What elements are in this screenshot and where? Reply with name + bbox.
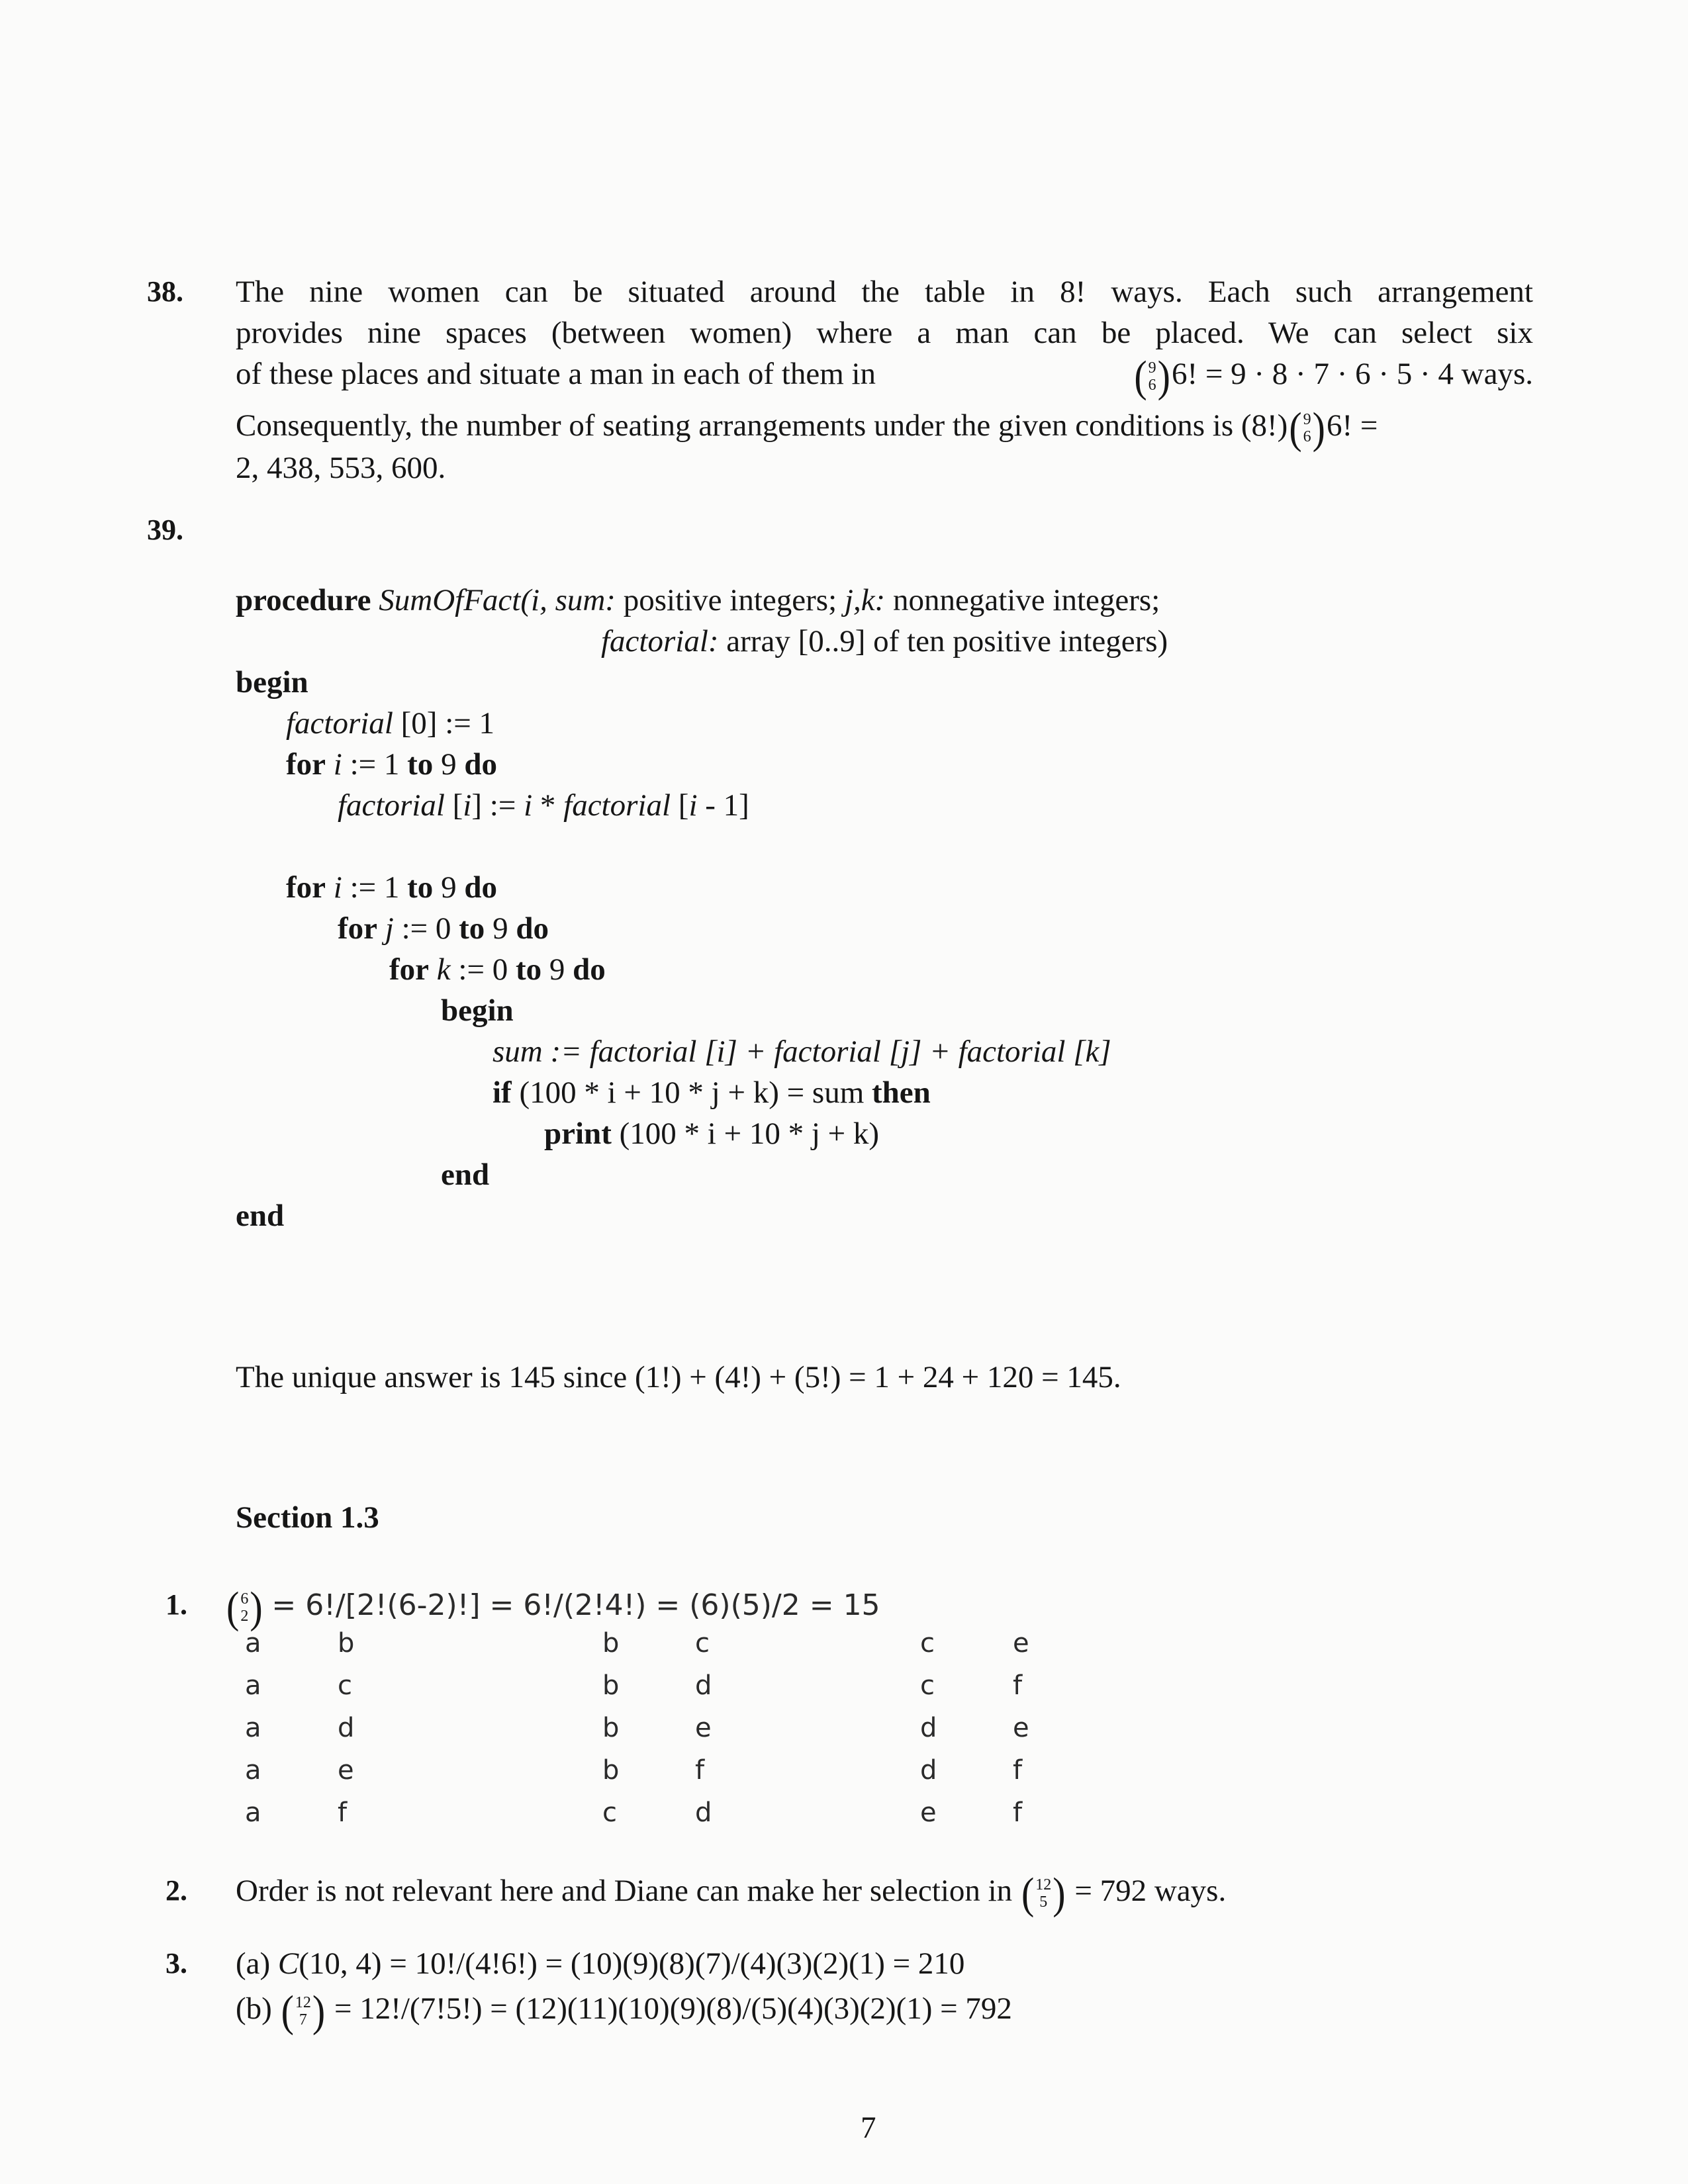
code-line-factorial-init: factorial [0] := 1 [286, 706, 495, 741]
binomial-12-7: ( 12 7 ) [281, 1986, 326, 2036]
p38-line-1: The nine women can be situated around the table in 8! ways. Each such arrangement [236, 275, 1533, 309]
combination-letter: f [338, 1797, 348, 1828]
combination-letter: d [338, 1713, 355, 1743]
combination-letter: f [1013, 1755, 1023, 1786]
combination-letter: b [338, 1628, 355, 1659]
code-line-if: if (100 * i + 10 * j + k) = sum then [492, 1075, 931, 1110]
problem-39-answer: The unique answer is 145 since (1!) + (4!) + (5!) = 1 + 24 + 120 = 145. [236, 1360, 1121, 1394]
code-begin: begin [236, 665, 308, 700]
combination-letter: b [602, 1670, 620, 1701]
problem-38-number: 38. [147, 275, 183, 308]
p38-line-2: provides nine spaces (between women) where a man can be placed. We can select six [236, 316, 1533, 350]
combination-letter: c [695, 1628, 710, 1659]
combination-letter: f [695, 1755, 705, 1786]
problem-1-number: 1. [165, 1588, 187, 1621]
combination-letter: f [1013, 1797, 1023, 1828]
p38-line-3b-wrap [1133, 351, 1533, 402]
combination-letter: b [602, 1628, 620, 1659]
problem-2-number: 2. [165, 1874, 187, 1907]
problem-3a: (a) C(10, 4) = 10!/(4!6!) = (10)(9)(8)(7)/(4)(3)(2)(1) = 210 [236, 1946, 965, 1981]
binomial-6-2: ( 6 2 ) [226, 1582, 263, 1633]
combination-letter: d [695, 1797, 712, 1828]
code-line-for-j: for j := 0 to 9 do [338, 911, 549, 946]
combination-letter: b [602, 1755, 620, 1786]
problem-38-text [236, 271, 1533, 488]
p38-line-3 [236, 351, 1533, 402]
combination-letter: c [338, 1670, 352, 1701]
code-line-for-i-2: for i := 1 to 9 do [286, 870, 497, 905]
combination-letter: a [245, 1628, 261, 1659]
combination-letter: e [1013, 1628, 1029, 1659]
problem-3b: (b) ( 12 7 ) = 12!/(7!5!) = (12)(11)(10)(9)(8)/(5)(4)(3)(2)(1) = 792 [236, 1986, 1012, 2036]
code-line-print: print (100 * i + 10 * j + k) [544, 1116, 880, 1151]
combination-letter: e [920, 1797, 937, 1828]
combination-letter: d [695, 1670, 712, 1701]
code-line-for-i-1: for i := 1 to 9 do [286, 747, 497, 782]
combination-letter: e [1013, 1713, 1029, 1743]
combinations-table [245, 1628, 1105, 1853]
combination-letter: c [920, 1628, 935, 1659]
page-number: 7 [861, 2111, 876, 2145]
binomial-12-5: ( 12 5 ) [1021, 1868, 1066, 1919]
code-inner-end: end [441, 1158, 490, 1192]
problem-2-text: Order is not relevant here and Diane can make her selection in ( 12 5 ) = 792 ways. [236, 1868, 1227, 1919]
p38-line-3b: 6! = 9 · 8 · 7 · 6 · 5 · 4 ways. [1171, 357, 1533, 391]
combination-letter: d [920, 1713, 937, 1743]
combination-letter: e [338, 1755, 354, 1786]
p38-line-5: 2, 438, 553, 600. [236, 451, 446, 486]
binomial-9-6-second: ( 9 6 ) [1289, 403, 1325, 453]
combination-letter: b [602, 1713, 620, 1743]
combination-letter: a [245, 1755, 261, 1786]
procedure-header-line-2: factorial: array [0..9] of ten positive integers) [601, 624, 1168, 659]
problem-1-formula: ( 6 2 ) = 6!/[2!(6-2)!] = 6!/(2!4!) = (6)(5)/2 = 15 [226, 1582, 880, 1633]
combination-letter: a [245, 1797, 261, 1828]
combination-letter: d [920, 1755, 937, 1786]
procedure-header: procedure SumOfFact(i, sum: positive integers; j,k: nonnegative integers; [236, 583, 1160, 617]
code-line-for-k: for k := 0 to 9 do [389, 952, 606, 987]
problem-39-number: 39. [147, 514, 183, 546]
binomial-9-6: ( 9 6 ) [1134, 351, 1170, 402]
code-inner-begin: begin [441, 993, 514, 1028]
combination-letter: a [245, 1713, 261, 1743]
combination-letter: a [245, 1670, 261, 1701]
combination-letter: e [695, 1713, 712, 1743]
combination-letter: f [1013, 1670, 1023, 1701]
combination-letter: c [602, 1797, 617, 1828]
problem-3-number: 3. [165, 1947, 187, 1979]
code-line-factorial-loop: factorial [i] := i * factorial [i - 1] [338, 788, 749, 823]
code-end: end [236, 1199, 285, 1233]
p38-line-4: Consequently, the number of seating arrangements under the given conditions is (8!) ( 9 6 ) 6! = [236, 403, 1378, 453]
p38-line-3a: of these places and situate a man in each of them in [236, 357, 876, 391]
code-line-sum: sum := factorial [i] + factorial [j] + factorial [k] [492, 1034, 1111, 1069]
section-title: Section 1.3 [236, 1500, 379, 1535]
combination-letter: c [920, 1670, 935, 1701]
